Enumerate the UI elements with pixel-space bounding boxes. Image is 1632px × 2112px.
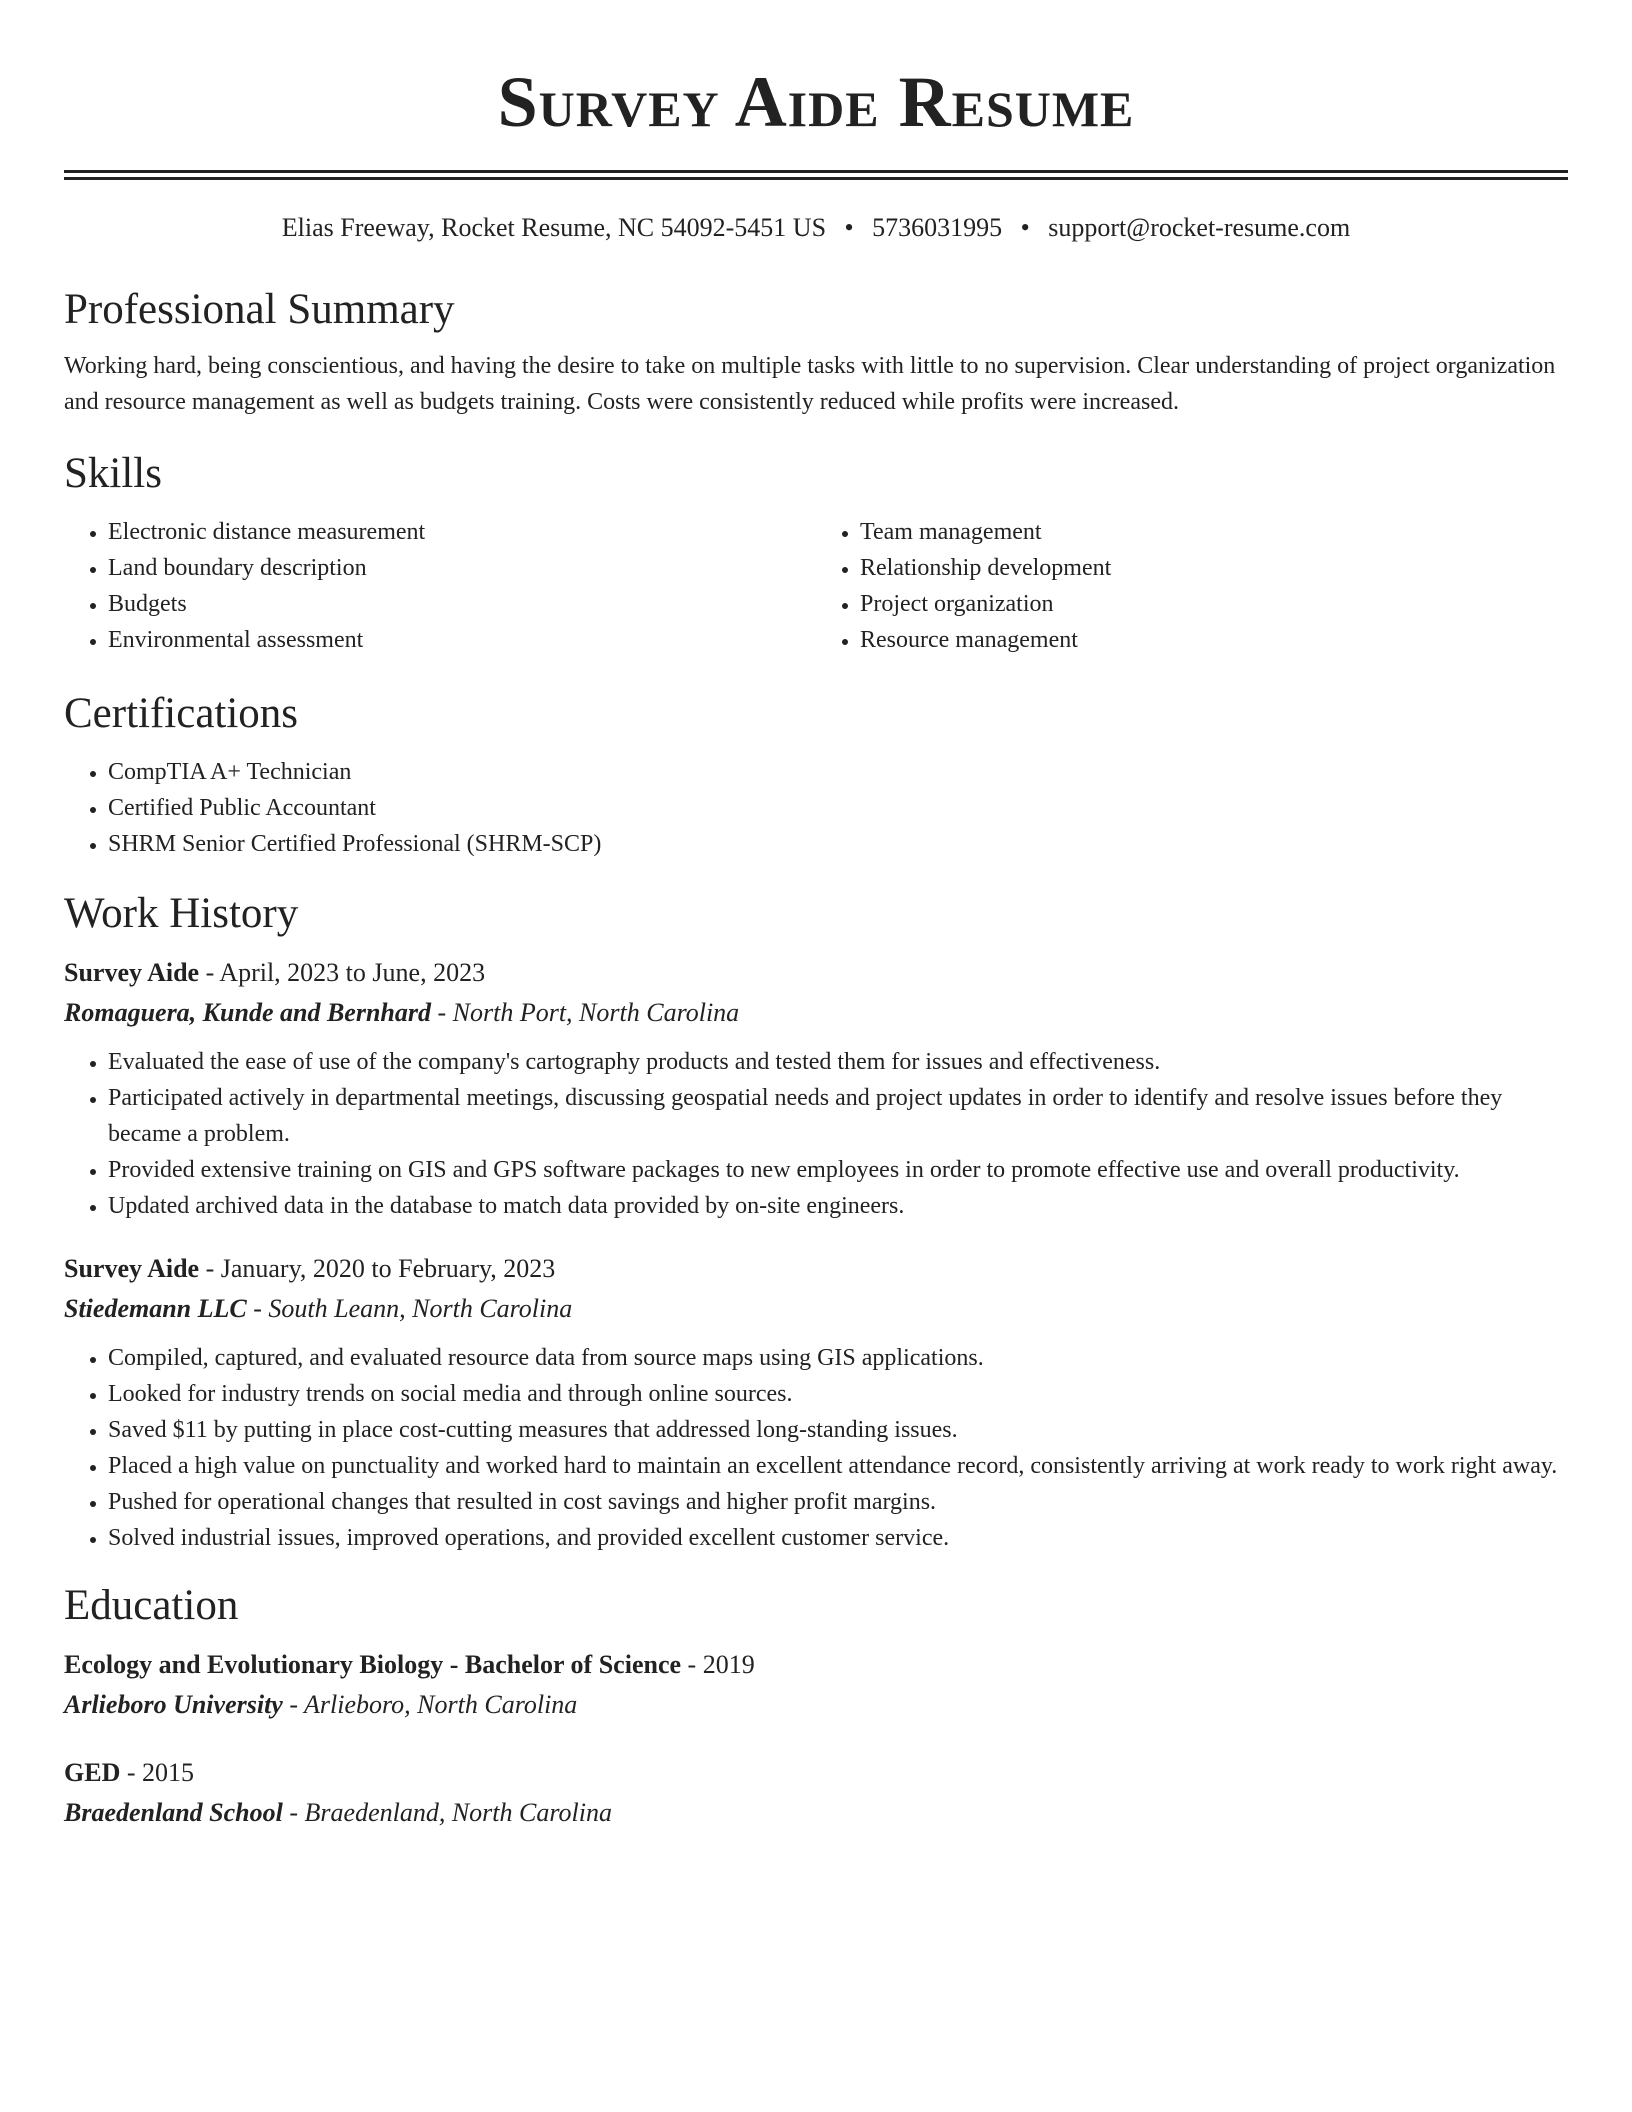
education-heading: Education — [64, 1582, 239, 1629]
work-history-section — [64, 888, 1568, 1556]
job-title-line — [64, 954, 1568, 992]
job-entry — [64, 954, 1568, 1224]
education-section — [64, 1580, 1568, 1832]
job-bullet: • Saved $11 by putting in place cost-cutting measures that addressed long-standing issues. — [108, 1412, 1568, 1448]
job-bullets — [64, 1044, 1568, 1224]
certifications-section — [64, 688, 1568, 862]
school-name: Braedenland School — [64, 1798, 283, 1827]
title-divider — [64, 170, 1568, 180]
job-bullet: • Looked for industry trends on social media and through online sources. — [108, 1376, 1568, 1412]
contact-email: support@rocket-resume.com — [1048, 213, 1351, 242]
job-title-line — [64, 1250, 1568, 1288]
summary-text: Working hard, being conscientious, and having the desire to take on multiple tasks with little to no supervision. Clear understanding of project organization and resource management as well as budgets training. Costs were consistently reduced while profits were increased. — [64, 353, 1556, 415]
school-line — [64, 1686, 1568, 1724]
job-title: Survey Aide — [64, 958, 200, 987]
education-entry — [64, 1754, 1568, 1832]
job-bullet: • Participated actively in departmental meetings, discussing geospatial needs and project updates in order to identify and resolve issues before they became a problem. — [108, 1080, 1568, 1152]
skills-heading: Skills — [64, 450, 162, 497]
skills-list-left — [64, 514, 816, 658]
certifications-heading: Certifications — [64, 690, 299, 737]
job-entry — [64, 1250, 1568, 1556]
degree-name: GED — [64, 1758, 121, 1787]
job-bullet: • Compiled, captured, and evaluated resource data from source maps using GIS applications. — [108, 1340, 1568, 1376]
certification-item: • SHRM Senior Certified Professional (SHRM-SCP) — [108, 826, 1568, 862]
school-name: Arlieboro University — [64, 1690, 283, 1719]
skill-item: • Budgets — [108, 586, 816, 622]
summary-section — [64, 284, 1568, 420]
skill-item: • Land boundary description — [108, 550, 816, 586]
contact-separator: • — [1020, 213, 1030, 242]
skill-item: • Electronic distance measurement — [108, 514, 816, 550]
job-bullet: • Provided extensive training on GIS and GPS software packages to new employees in order to promote effective use and overall productivity. — [108, 1152, 1568, 1188]
contact-separator: • — [844, 213, 854, 242]
skill-item: • Relationship development — [860, 550, 1568, 586]
skill-item: • Resource management — [860, 622, 1568, 658]
certification-item: • Certified Public Accountant — [108, 790, 1568, 826]
job-company: Romaguera, Kunde and Bernhard — [64, 998, 431, 1027]
degree-line — [64, 1754, 1568, 1792]
job-title: Survey Aide — [64, 1254, 200, 1283]
skill-item: • Team management — [860, 514, 1568, 550]
certification-item: • CompTIA A+ Technician — [108, 754, 1568, 790]
school-line — [64, 1794, 1568, 1832]
job-location: - North Port, North Carolina — [430, 998, 740, 1027]
degree-year: - 2015 — [120, 1758, 195, 1787]
certifications-list — [64, 754, 1568, 862]
job-dates: - January, 2020 to February, 2023 — [199, 1254, 556, 1283]
job-bullets — [64, 1340, 1568, 1556]
work-history-heading: Work History — [64, 890, 299, 937]
page-title: Survey Aide Resume — [497, 62, 1135, 142]
contact-line — [64, 212, 1568, 244]
job-bullet: • Solved industrial issues, improved operations, and provided excellent customer service. — [108, 1520, 1568, 1556]
school-location: - Braedenland, North Carolina — [282, 1798, 612, 1827]
job-company: Stiedemann LLC — [64, 1294, 247, 1323]
job-bullet: • Pushed for operational changes that resulted in cost savings and higher profit margins. — [108, 1484, 1568, 1520]
school-location: - Arlieboro, North Carolina — [282, 1690, 578, 1719]
contact-address: Elias Freeway, Rocket Resume, NC 54092-5451 US — [281, 213, 827, 242]
job-location: - South Leann, North Carolina — [246, 1294, 573, 1323]
job-bullet: • Placed a high value on punctuality and worked hard to maintain an excellent attendance record, consistently arriving at work ready to work right away. — [108, 1448, 1568, 1484]
education-entry — [64, 1646, 1568, 1724]
degree-year: - 2019 — [681, 1650, 755, 1679]
degree-name: Ecology and Evolutionary Biology - Bachelor of Science — [64, 1650, 682, 1679]
job-employer-line — [64, 994, 1568, 1032]
job-dates: - April, 2023 to June, 2023 — [199, 958, 486, 987]
skills-columns — [64, 514, 1568, 658]
skills-section — [64, 448, 1568, 658]
job-bullet: • Evaluated the ease of use of the company's cartography products and tested them for issues and effectiveness. — [108, 1044, 1568, 1080]
job-employer-line — [64, 1290, 1568, 1328]
degree-line — [64, 1646, 1568, 1684]
contact-phone: 5736031995 — [872, 213, 1003, 242]
summary-heading: Professional Summary — [64, 286, 455, 333]
skills-list-right — [816, 514, 1568, 658]
skill-item: • Project organization — [860, 586, 1568, 622]
skill-item: • Environmental assessment — [108, 622, 816, 658]
job-bullet: • Updated archived data in the database to match data provided by on-site engineers. — [108, 1188, 1568, 1224]
